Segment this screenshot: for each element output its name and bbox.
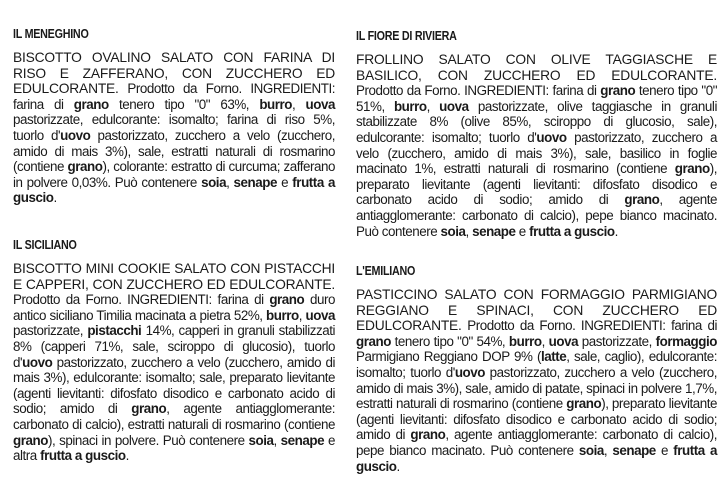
allergen: senape <box>280 432 325 448</box>
ingredient-text: ), preparato lievitante (agenti lievitanti: difosfato disodico e carbonato acido di sodio; amido di <box>356 396 718 443</box>
ingredient-text: pastorizzato, zucchero a velo (zucchero, amido di mais 3%), sale, basilico in foglie macinato 1%, estratti naturali di rosmarino (contiene <box>356 129 717 177</box>
product-fiore-di-riviera <box>356 29 717 239</box>
allergen: uova <box>439 98 469 114</box>
allergen: burro <box>508 333 542 349</box>
ingredient-text: ), colorante: estratto di curcuma; zafferano in polvere 0,03%. Può contenere <box>13 159 335 190</box>
ingredients-list <box>356 318 717 473</box>
allergen: grano <box>131 401 167 417</box>
ingredient-text: . <box>125 448 129 464</box>
allergen: uovo <box>60 127 91 143</box>
ingredient-text: pastorizzato, zucchero a velo (zucchero, amido di mais 3%), edulcorante: isomalto; sale, preparato lievitante (agenti lievitanti: difosfato disodico e carbonato acido di sodio; amido di <box>13 354 335 417</box>
product-emiliano <box>356 264 717 474</box>
product-meneghino <box>13 27 335 206</box>
allergen: grano <box>13 432 48 448</box>
ingredient-text: 14%, capperi in granuli stabilizzati 8% (capperi 71%, sale, sciroppo di glucosio), tuorlo d' <box>13 323 336 370</box>
ingredients-list <box>356 83 717 238</box>
allergen: soia <box>578 442 604 458</box>
allergen: burro <box>393 98 427 114</box>
allergen: grano <box>600 83 636 99</box>
allergen: soia <box>440 223 466 239</box>
product-headline: BISCOTTO MINI COOKIE SALATO CON PISTACCHI E CAPPERI, CON ZUCCHERO ED EDULCORANTE. <box>13 261 335 292</box>
ingredient-text: , <box>426 98 440 114</box>
allergen: grano <box>566 396 602 412</box>
product-intro: Prodotto da Forno. INGREDIENTI: <box>467 318 666 334</box>
ingredient-text: e altra <box>13 432 335 464</box>
ingredient-text: , <box>273 432 281 448</box>
product-description <box>13 261 335 464</box>
allergen: grano <box>410 427 446 443</box>
ingredient-text: e <box>276 174 293 190</box>
ingredient-text: duro antico siciliano Timilia macinata a pietra 52%, <box>13 292 335 323</box>
ingredient-text: . <box>396 458 400 474</box>
allergen: grano <box>269 292 305 308</box>
ingredient-text: , agente antiagglomerante: carbonato di calcio), pepe bianco macinato. Può contenere <box>356 427 717 458</box>
allergen: frutta a guscio <box>40 448 126 464</box>
product-description <box>13 50 335 206</box>
ingredient-text: farina di <box>671 318 717 334</box>
ingredient-text: pastorizzate, <box>578 333 656 349</box>
allergen: senape <box>612 442 656 458</box>
ingredient-text: pastorizzato, zucchero a velo (zucchero, amido di mais 3%), sale, estratti naturali di rosmarino (contiene <box>13 127 335 175</box>
allergen: uovo <box>22 354 53 370</box>
ingredient-text: e <box>515 223 530 239</box>
allergen: soia <box>248 432 274 448</box>
ingredient-text: , <box>298 307 306 323</box>
allergen: grano <box>356 333 391 349</box>
product-title: IL SICILIANO <box>13 238 77 252</box>
ingredient-text: , <box>541 333 549 349</box>
allergen: uova <box>548 333 579 349</box>
ingredient-text: farina di <box>552 83 601 99</box>
ingredient-text: , <box>603 442 613 458</box>
ingredient-text: farina di <box>217 292 270 308</box>
product-siciliano <box>13 238 335 464</box>
allergen: frutta a guscio <box>529 223 615 239</box>
product-headline: FROLLINO SALATO CON OLIVE TAGGIASCHE E BASILICO, CON ZUCCHERO ED EDULCORANTE. <box>356 52 717 83</box>
ingredient-text: e <box>655 442 674 458</box>
ingredient-text: pastorizzato, zucchero a velo (zucchero, amido di mais 3%), sale, amido di patate, spinaci in polvere 1,7%, estratti naturali di rosmarino (contiene <box>356 364 717 412</box>
ingredient-text: pastorizzate, edulcorante: isomalto; farina di riso 5%, tuorlo d' <box>13 112 335 143</box>
product-headline: PASTICCINO SALATO CON FORMAGGIO PARMIGIANO REGGIANO E SPINACI, CON ZUCCHERO ED EDULCORANTE. <box>356 287 717 334</box>
allergen: grano <box>73 96 109 112</box>
ingredient-text: tenero tipo "0" 51%, <box>356 83 717 114</box>
ingredient-text: . <box>614 223 618 239</box>
ingredients-list <box>13 97 335 206</box>
allergen: uovo <box>454 364 485 380</box>
allergen: frutta a guscio <box>356 442 718 474</box>
ingredient-text: ), spinaci in polvere. Può contenere <box>47 432 249 448</box>
product-title: L'EMILIANO <box>356 264 416 278</box>
product-intro: Prodotto da Forno. INGREDIENTI: <box>13 292 212 308</box>
ingredient-text: . <box>53 190 57 206</box>
allergen: burro <box>266 307 299 323</box>
ingredient-text: , <box>226 174 234 190</box>
allergen: pistacchi <box>87 323 142 339</box>
ingredient-text: , agente antiagglomerante: carbonato di calcio), pepe bianco macinato. Può contenere <box>356 192 717 239</box>
product-description <box>356 287 717 474</box>
allergen: senape <box>472 223 516 239</box>
allergen: uovo <box>536 129 567 145</box>
allergen: burro <box>259 96 293 112</box>
ingredient-text: , <box>465 223 473 239</box>
ingredient-text: farina di <box>13 96 74 112</box>
allergen: grano <box>674 161 710 177</box>
ingredient-text: , <box>292 96 306 112</box>
product-title: IL FIORE DI RIVIERA <box>356 29 457 43</box>
allergen: frutta a guscio <box>13 174 335 206</box>
allergen: formaggio <box>655 333 717 349</box>
ingredients-list <box>13 292 335 463</box>
ingredient-text: pastorizzate, <box>13 323 88 339</box>
allergen: grano <box>67 159 103 175</box>
ingredient-text: Parmigiano Reggiano DOP 9% ( <box>356 349 541 365</box>
ingredient-text: , agente antiagglomerante: carbonato di calcio), estratti naturali di rosmarino (contiene <box>13 401 335 432</box>
ingredient-text: , sale, caglio), edulcorante: isomalto; tuorlo d' <box>356 349 717 380</box>
allergen: uova <box>305 307 335 323</box>
product-intro: Prodotto da Forno. INGREDIENTI: <box>356 83 549 99</box>
allergen: soia <box>201 174 227 190</box>
ingredient-text: tenero tipo "0" 63%, <box>108 96 260 112</box>
allergen: grano <box>624 192 660 208</box>
product-title: IL MENEGHINO <box>13 27 89 41</box>
allergen: latte <box>540 349 567 365</box>
product-description <box>356 52 717 239</box>
allergen: uova <box>305 96 336 112</box>
ingredient-text: ), preparato lievitante (agenti lievitanti: difosfato disodico e carbonato acido di sodio; amido di <box>356 161 717 208</box>
allergen: senape <box>233 174 277 190</box>
ingredient-text: tenero tipo "0" 54%, <box>390 333 509 349</box>
ingredient-text: pastorizzate, olive taggiasche in granuli stabilizzate 8% (olive 85%, sciroppo di glucosio, sale), edulcorante: isomalto; tuorlo d' <box>356 98 717 145</box>
product-intro: Prodotto da Forno. INGREDIENTI: <box>127 81 335 97</box>
product-headline: BISCOTTO OVALINO SALATO CON FARINA DI RISO E ZAFFERANO, CON ZUCCHERO ED EDULCORANTE. <box>13 50 335 97</box>
